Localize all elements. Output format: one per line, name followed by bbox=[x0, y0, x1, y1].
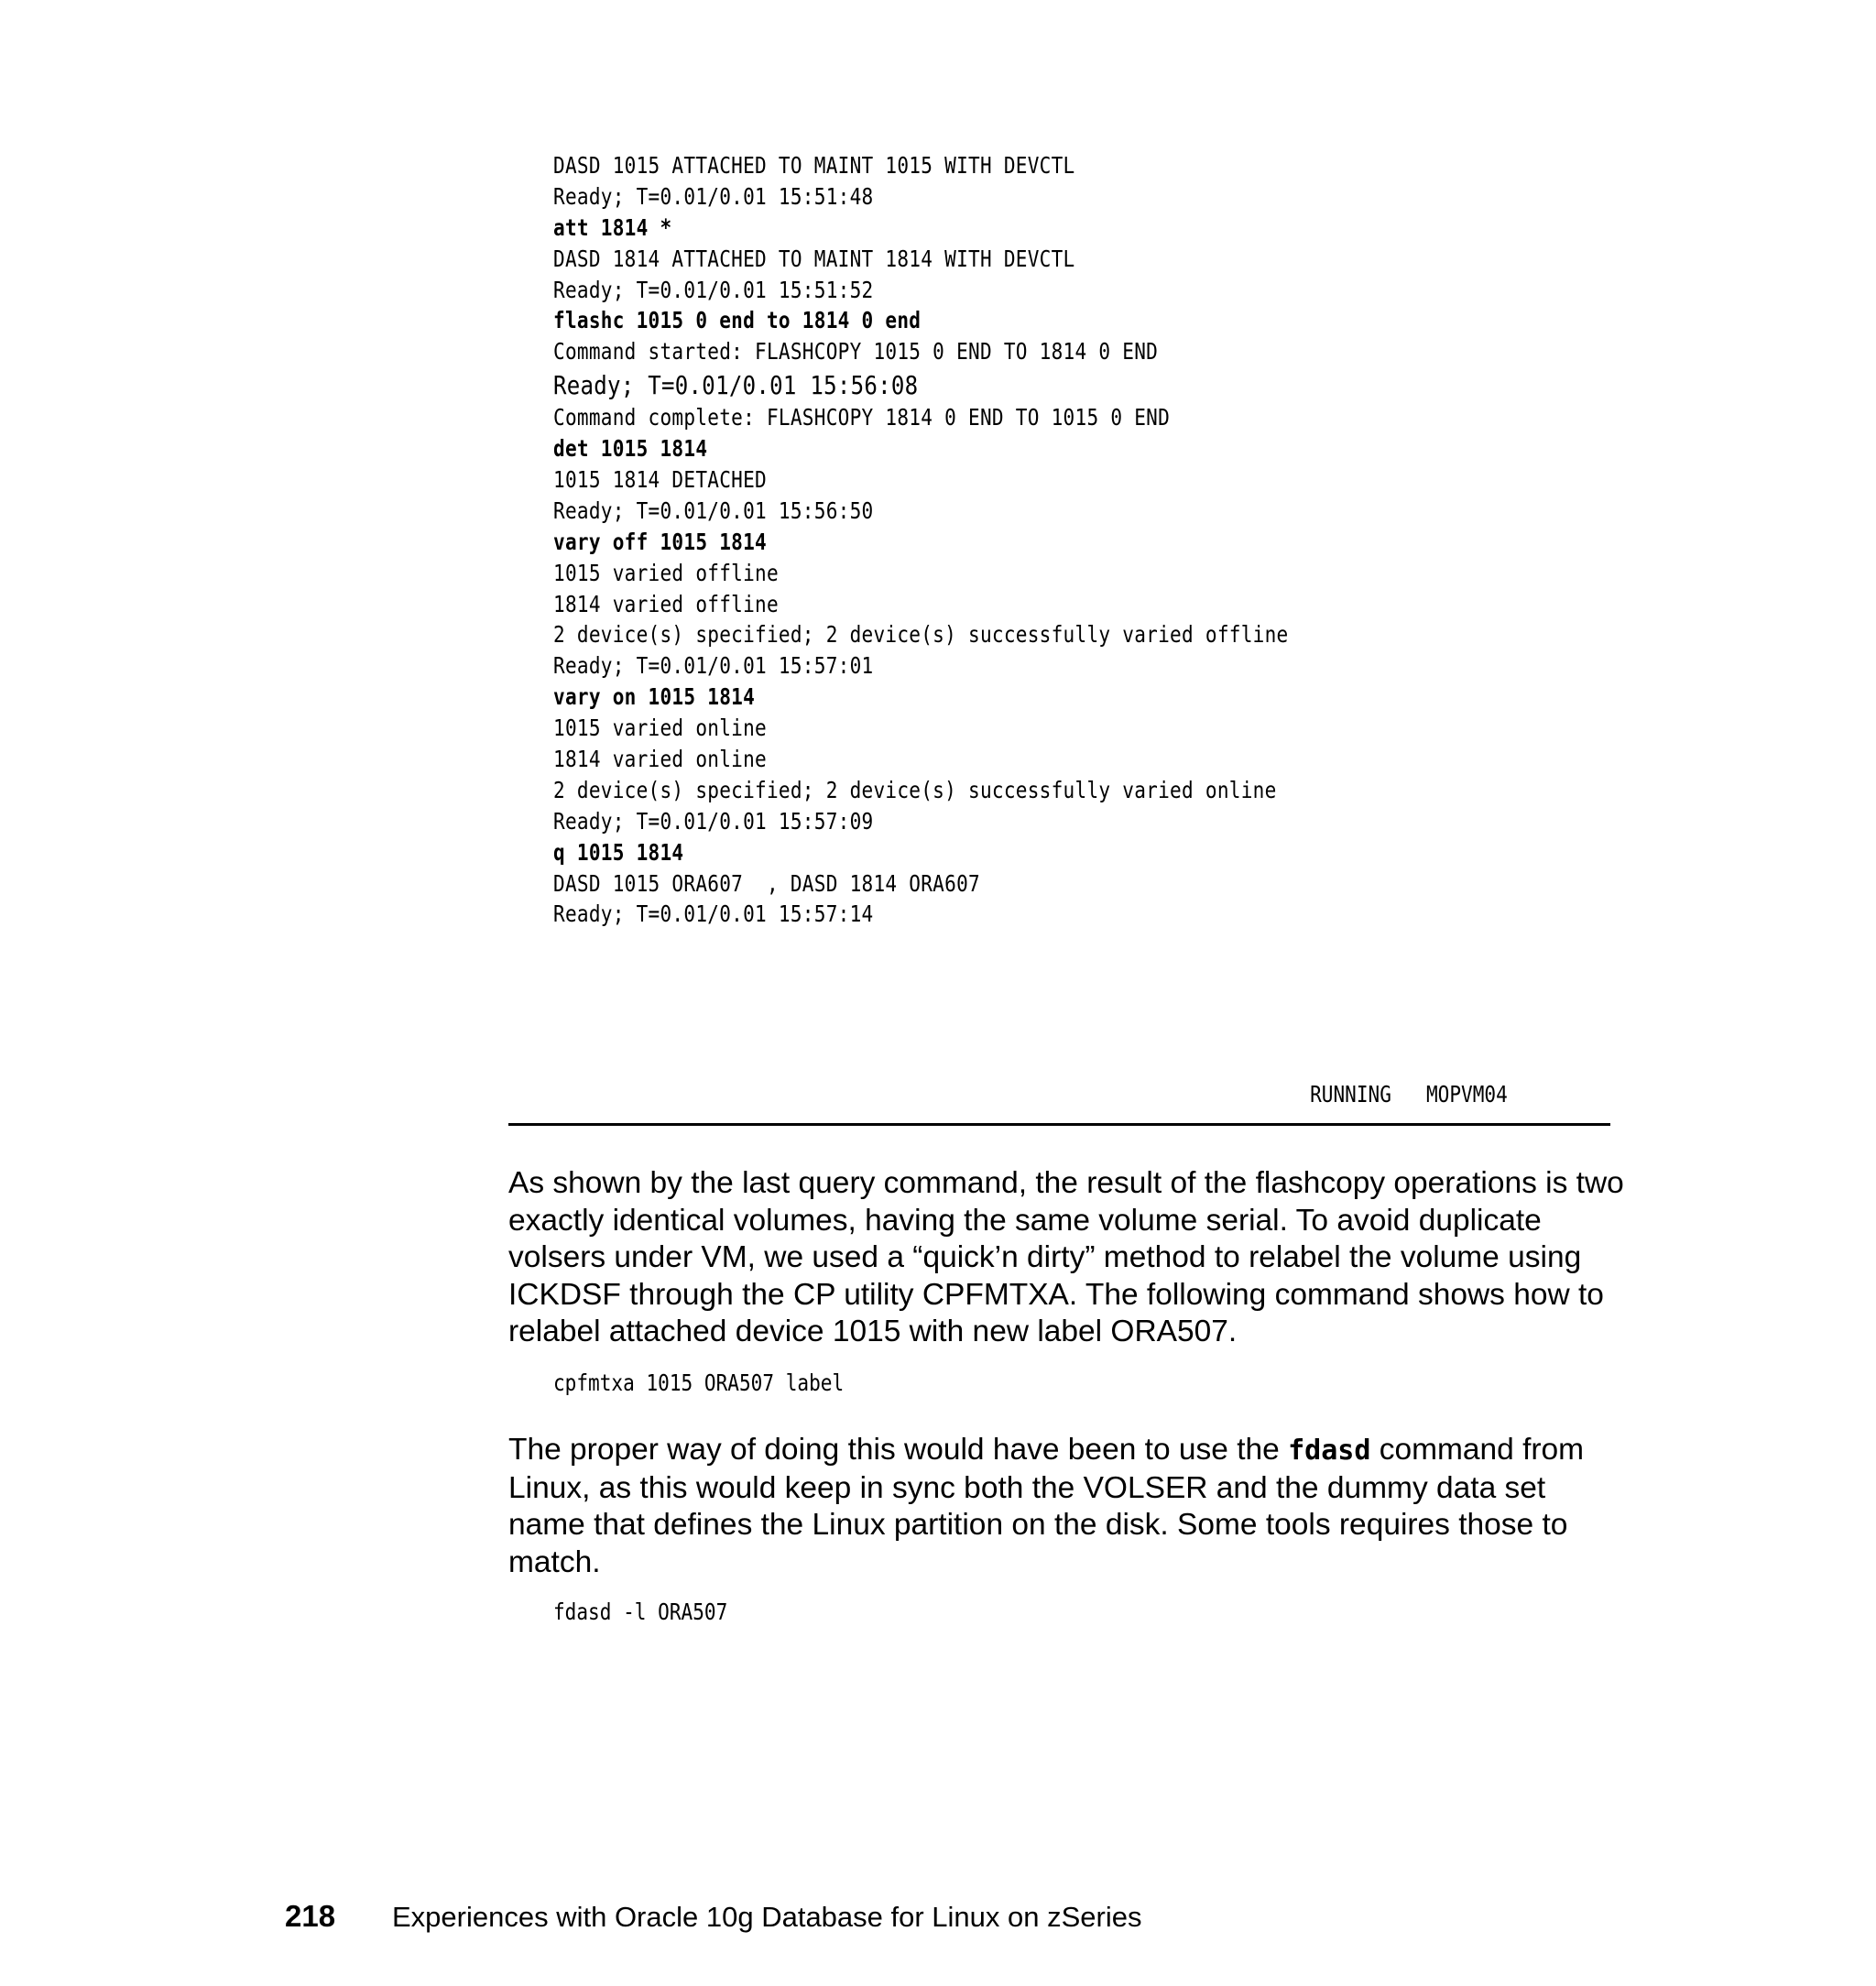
terminal-output-line: DASD 1814 ATTACHED TO MAINT 1814 WITH DEVCTL bbox=[553, 245, 1075, 272]
paragraph-text-before: The proper way of doing this would have been to use the bbox=[508, 1433, 1289, 1467]
terminal-output-line: 1015 varied offline bbox=[553, 559, 779, 586]
terminal-output-line: DASD 1015 ORA607 , DASD 1814 ORA607 bbox=[553, 869, 980, 897]
code-example-fdasd: fdasd -l ORA507 bbox=[553, 1599, 728, 1625]
terminal-command-line: flashc 1015 0 end to 1814 0 end bbox=[553, 307, 922, 334]
terminal-output-line: Ready; T=0.01/0.01 15:57:14 bbox=[553, 900, 874, 928]
terminal-output-line: Command complete: FLASHCOPY 1814 0 END TO 1015 0 END bbox=[553, 404, 1171, 431]
terminal-output-line: DASD 1015 ATTACHED TO MAINT 1015 WITH DEVCTL bbox=[553, 152, 1075, 179]
paragraph-text-after: command from Linux, as this would keep in sync both the VOLSER and the dummy data set name that defines the Linux partition on the disk. Some tools requires those to match. bbox=[508, 1433, 1585, 1579]
terminal-output-line: 1015 1814 DETACHED bbox=[553, 466, 767, 494]
terminal-command-line: att 1814 * bbox=[553, 213, 672, 241]
terminal-output-line: Ready; T=0.01/0.01 15:57:09 bbox=[553, 807, 874, 835]
terminal-output-line: Ready; T=0.01/0.01 15:51:48 bbox=[553, 182, 874, 210]
terminal-command-line: q 1015 1814 bbox=[553, 838, 684, 866]
terminal-output-line: Ready; T=0.01/0.01 15:56:50 bbox=[553, 496, 874, 524]
terminal-output-line: Ready; T=0.01/0.01 15:51:52 bbox=[553, 276, 874, 303]
code-example-cpfmtxa: cpfmtxa 1015 ORA507 label bbox=[553, 1369, 845, 1396]
book-title: Experiences with Oracle 10g Database for Linux on zSeries bbox=[392, 1901, 1142, 1933]
terminal-output-line: 1814 varied offline bbox=[553, 590, 779, 617]
terminal-output-line: 2 device(s) specified; 2 device(s) successfully varied online bbox=[553, 776, 1277, 803]
terminal-output-line: 1015 varied online bbox=[553, 715, 767, 742]
page-footer bbox=[285, 1899, 1142, 1934]
terminal-output-line: Ready; T=0.01/0.01 15:56:08 bbox=[553, 370, 919, 401]
inline-code-fdasd: fdasd bbox=[1288, 1435, 1371, 1467]
terminal-status-text: RUNNING MOPVM04 bbox=[1310, 1081, 1508, 1108]
body-paragraph-fdasd bbox=[508, 1432, 1626, 1581]
terminal-output-line: Command started: FLASHCOPY 1015 0 END TO 1814 0 END bbox=[553, 338, 1159, 366]
terminal-output-line: Ready; T=0.01/0.01 15:57:01 bbox=[553, 652, 874, 680]
terminal-output-line: 2 device(s) specified; 2 device(s) successfully varied offline bbox=[553, 621, 1289, 649]
terminal-session bbox=[553, 150, 1652, 930]
page-number: 218 bbox=[285, 1899, 336, 1933]
terminal-status-bar bbox=[508, 1077, 1610, 1126]
body-paragraph-relabel: As shown by the last query command, the result of the flashcopy operations is two exactly identical volumes, having the same volume serial. To avoid duplicate volsers under VM, we used a “quick’n dirty” method to relabel the volume using ICKDSF through the CP utility CPFMTXA. The following command shows how to relabel attached device 1015 with new label ORA507. bbox=[508, 1166, 1624, 1348]
terminal-command-line: vary off 1015 1814 bbox=[553, 528, 767, 555]
terminal-output-line: 1814 varied online bbox=[553, 746, 767, 773]
terminal-command-line: vary on 1015 1814 bbox=[553, 683, 756, 711]
terminal-command-line: det 1015 1814 bbox=[553, 435, 708, 463]
